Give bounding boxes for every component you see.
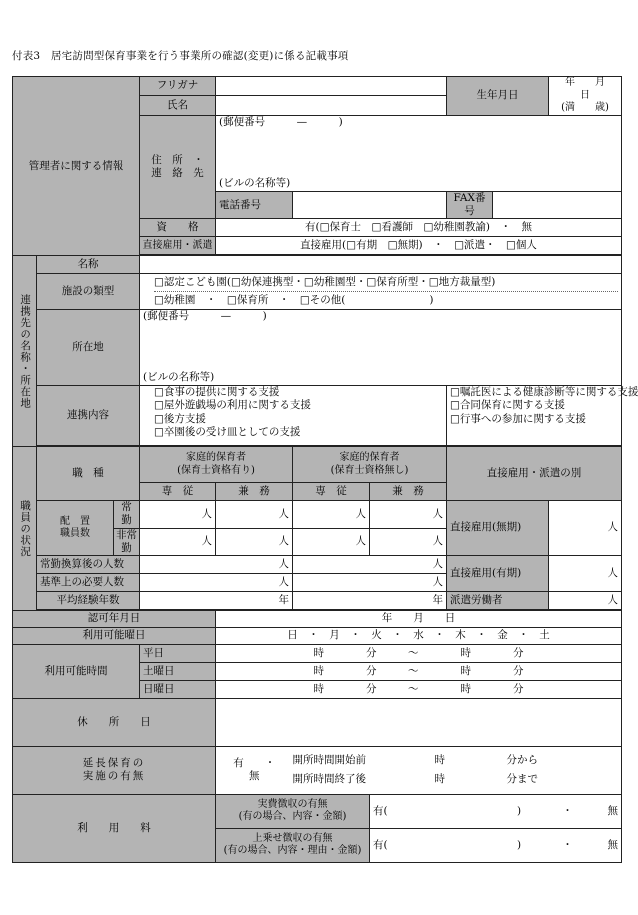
name-field[interactable]	[216, 96, 447, 116]
minutes-until: 分まで	[506, 773, 538, 786]
required-label: 基準上の必要人数	[37, 573, 140, 591]
partner-postal-field[interactable]: (郵便番号 — )	[140, 310, 622, 370]
partner-section-label: 連携先の名称・所在地	[13, 256, 37, 447]
experience-qualified[interactable]: 年	[140, 591, 293, 609]
name-label: 氏名	[140, 96, 216, 116]
qualification-label: 資 格	[140, 219, 216, 237]
extra-charge-row	[373, 839, 618, 852]
regular-label: 常 勤	[114, 501, 140, 528]
address-label: 住 所 ・ 連 絡 先	[140, 116, 216, 219]
count-cell[interactable]: 人	[293, 501, 370, 528]
cooperation-option: □後方支援	[154, 412, 206, 425]
separator: ・	[562, 838, 573, 851]
facility-type-line1: □認定こども園(□幼保連携型・□幼稚園型・□保育所型・□地方裁量型)	[154, 274, 618, 292]
saturday-label: 土曜日	[140, 662, 216, 680]
document-title: 付表3 居宅訪問型保育事業を行う事業所の確認(変更)に係る記載事項	[12, 50, 349, 62]
fees-label: 利 用 料	[13, 794, 216, 862]
partner-name-field[interactable]	[140, 256, 622, 274]
dob-value: 年 月 日	[565, 77, 626, 101]
dispatch-count[interactable]: 人	[549, 591, 622, 609]
minutes-from: 分から	[506, 754, 538, 767]
no-label: 無	[607, 804, 618, 817]
after-close-row	[293, 770, 619, 789]
paren-close: )	[516, 804, 522, 817]
before-open-label: 開所時間開始前	[292, 754, 366, 767]
closed-days-field[interactable]	[216, 698, 622, 746]
partner-building-field[interactable]: (ビルの名称等)	[140, 370, 622, 386]
partner-name-label: 名称	[37, 256, 140, 274]
before-open-row	[293, 751, 619, 770]
building-field[interactable]: (ビルの名称等)	[216, 176, 622, 192]
fte-label: 常勤換算後の人数	[37, 555, 140, 573]
hour-unit: 時	[434, 773, 445, 786]
count-cell[interactable]: 人	[140, 528, 216, 555]
available-days-label: 利用可能曜日	[13, 627, 216, 644]
qualification-options[interactable]: 有(□保育士 □看護師 □幼稚園教諭) ・ 無	[216, 219, 622, 237]
cooperation-option: □卒園後の受け皿としての支援	[154, 425, 301, 438]
hour-unit: 時	[434, 754, 445, 767]
count-cell[interactable]: 人	[293, 528, 370, 555]
staff-section-label: 職員の状況	[13, 447, 37, 611]
approval-date-label: 認可年月日	[13, 610, 216, 627]
staff-count-label: 配 置 職員数	[37, 501, 114, 556]
cooperation-option: □食事の提供に関する支援	[154, 386, 280, 399]
manager-section-label: 管理者に関する情報	[13, 77, 140, 256]
fax-field[interactable]	[493, 192, 622, 219]
count-cell[interactable]: 人	[370, 528, 447, 555]
paren-close: )	[516, 838, 522, 851]
cooperation-options-right[interactable]	[447, 386, 638, 446]
extra-charge-label: 上乗せ徴収の有無 (有の場合、内容・理由・金額)	[216, 828, 370, 862]
col-unqualified-header: 家庭的保育者 (保育士資格無し)	[293, 447, 447, 483]
saturday-hours[interactable]: 時 分 〜 時 分	[216, 662, 622, 680]
cooperation-option: □合同保育に関する支援	[450, 399, 565, 412]
actual-cost-field[interactable]	[370, 794, 622, 828]
experience-unqualified[interactable]: 年	[293, 591, 447, 609]
postal-field[interactable]: (郵便番号 — )	[216, 116, 622, 176]
parttime-header: 兼 務	[370, 483, 447, 501]
direct-unlimited-label: 直接雇用(無期)	[447, 501, 549, 556]
closed-days-label: 休 所 日	[13, 698, 216, 746]
fulltime-header: 専 従	[293, 483, 370, 501]
available-hours-label: 利用可能時間	[13, 644, 140, 698]
direct-limited-label: 直接雇用(有期)	[447, 555, 549, 591]
count-cell[interactable]: 人	[216, 501, 293, 528]
cooperation-label: 連携内容	[37, 386, 140, 446]
direct-unlimited-count[interactable]: 人	[549, 501, 622, 556]
required-unqualified[interactable]: 人	[293, 573, 447, 591]
cooperation-option: □嘱託医による健康診断等に関する支援	[450, 386, 638, 399]
parttime-header: 兼 務	[216, 483, 293, 501]
no-label: 無	[607, 838, 618, 851]
approval-date-field[interactable]: 年 月 日	[216, 610, 622, 627]
extended-care-yesno[interactable]: 有 ・ 無	[216, 746, 293, 794]
fax-label: FAX番号	[447, 192, 493, 219]
actual-cost-label: 実費徴収の有無 (有の場合、内容・金額)	[216, 794, 370, 828]
count-cell[interactable]: 人	[216, 528, 293, 555]
location-label: 所在地	[37, 310, 140, 386]
facility-type-label: 施設の類型	[37, 274, 140, 310]
extended-care-label: 延長保育の 実施の有無	[13, 746, 216, 794]
direct-limited-count[interactable]: 人	[549, 555, 622, 591]
employment-options[interactable]: 直接雇用(□有期 □無期) ・ □派遣・ □個人	[216, 237, 622, 255]
facility-type-line2: □幼稚園 ・ □保育所 ・ □その他( )	[154, 294, 434, 307]
nonregular-label: 非常勤	[114, 528, 140, 555]
dob-label: 生年月日	[447, 77, 549, 116]
yes-label: 有(	[373, 838, 388, 851]
employment-type-header: 直接雇用・派遣の別	[447, 447, 622, 501]
cooperation-option: □屋外遊戯場の利用に関する支援	[154, 399, 311, 412]
age-value: (満 歳)	[561, 102, 609, 114]
dispatch-label: 派遣労働者	[447, 591, 549, 609]
form-table	[12, 76, 638, 863]
extra-charge-field[interactable]	[370, 828, 622, 862]
after-close-label: 開所時間終了後	[292, 773, 366, 786]
employment-label: 直接雇用・派遣	[140, 237, 216, 255]
dob-field[interactable]	[549, 77, 626, 116]
sunday-hours[interactable]: 時 分 〜 時 分	[216, 680, 622, 698]
yes-label: 有(	[373, 804, 388, 817]
available-days-options[interactable]: 日 ・ 月 ・ 火 ・ 水 ・ 木 ・ 金 ・ 土	[216, 627, 622, 644]
weekday-label: 平日	[140, 644, 216, 662]
cooperation-option: □行事への参加に関する支援	[450, 412, 586, 425]
fte-unqualified[interactable]: 人	[293, 555, 447, 573]
cooperation-options-left[interactable]	[140, 386, 447, 446]
col-qualified-header: 家庭的保育者 (保育士資格有り)	[140, 447, 293, 483]
weekday-hours[interactable]: 時 分 〜 時 分	[216, 644, 622, 662]
experience-label: 平均経験年数	[37, 591, 140, 609]
extended-care-times[interactable]	[293, 746, 622, 794]
furigana-field[interactable]	[216, 77, 447, 96]
sunday-label: 日曜日	[140, 680, 216, 698]
facility-type-options[interactable]	[140, 274, 622, 310]
fulltime-header: 専 従	[140, 483, 216, 501]
count-cell[interactable]: 人	[140, 501, 216, 528]
separator: ・	[562, 804, 573, 817]
required-qualified[interactable]: 人	[140, 573, 293, 591]
count-cell[interactable]: 人	[370, 501, 447, 528]
fte-qualified[interactable]: 人	[140, 555, 293, 573]
furigana-label: フリガナ	[140, 77, 216, 96]
phone-field[interactable]	[293, 192, 447, 219]
actual-cost-row	[373, 805, 618, 818]
role-label: 職 種	[37, 447, 140, 501]
phone-label: 電話番号	[216, 192, 293, 219]
